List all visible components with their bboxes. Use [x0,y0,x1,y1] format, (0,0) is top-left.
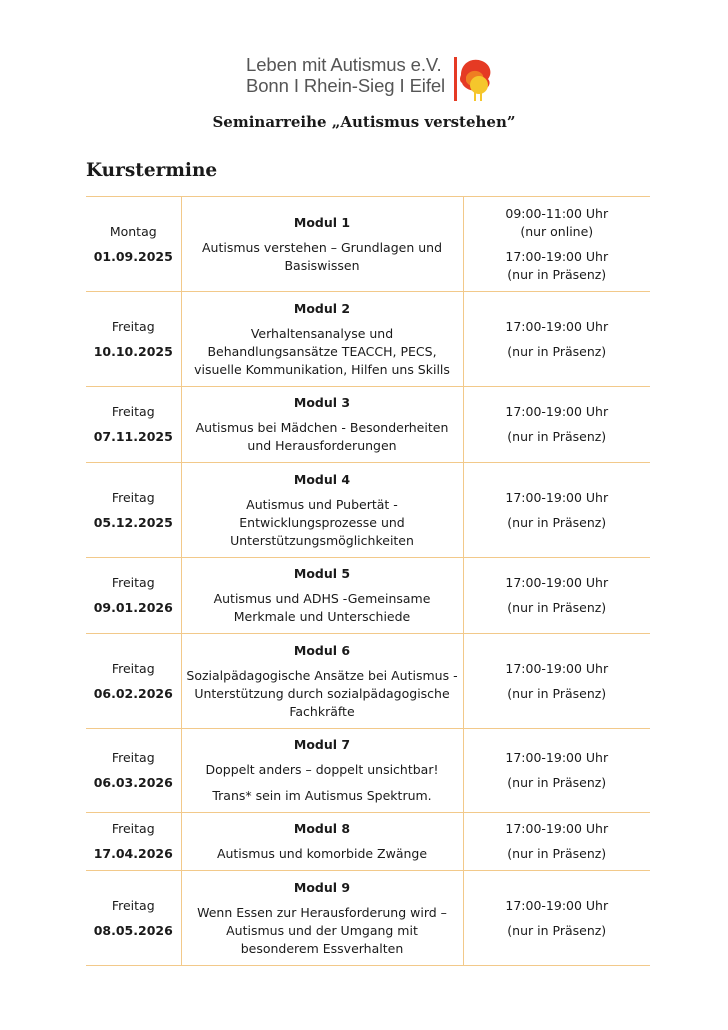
table-row [86,558,650,634]
session-mode-2: (nur in Präsenz) [507,266,607,282]
session-time: 09:00-11:00 Uhr [505,205,609,221]
session-mode: (nur in Präsenz) [507,846,607,861]
session-date: 01.09.2025 [93,248,173,264]
session-date: 06.02.2026 [93,685,173,701]
module-cell [181,871,463,966]
module-topic: Autismus verstehen – Grundlagen und Basiswissen [201,239,443,273]
module-cell [181,197,463,292]
date-cell [86,292,181,387]
session-time: 17:00-19:00 Uhr [505,575,609,590]
time-cell [463,197,650,292]
module-name: Modul 3 [293,395,351,410]
table-row [86,387,650,463]
session-mode: (nur in Präsenz) [507,429,607,444]
session-date: 07.11.2025 [93,429,173,444]
date-cell [86,558,181,634]
module-topic: Sozialpädagogische Ansätze bei Autismus - Unterstützung durch sozialpädagogische Fachkräfte [186,667,458,719]
schedule-table [86,196,650,966]
time-cell [463,634,650,729]
module-name: Modul 7 [293,737,351,752]
time-cell [463,558,650,634]
module-cell [181,634,463,729]
organization-logo [246,54,445,96]
tree-logo-icon [452,55,494,103]
session-time: 17:00-19:00 Uhr [505,660,609,676]
time-cell [463,871,650,966]
module-name: Modul 5 [293,566,351,581]
table-row [86,197,650,292]
weekday: Freitag [111,750,155,765]
module-topic: Autismus und ADHS -Gemeinsame Merkmale und Unterschiede [213,591,431,624]
document-title: Seminarreihe „Autismus verstehen” [212,113,516,131]
module-name: Modul 1 [293,214,351,230]
weekday: Freitag [111,489,155,505]
module-name: Modul 2 [293,300,351,316]
session-mode: (nur online) [520,223,594,239]
module-topic-2: Trans* sein im Autismus Spektrum. [212,788,432,803]
module-name: Modul 4 [293,471,351,487]
session-date: 05.12.2025 [93,514,173,530]
table-row [86,292,650,387]
module-topic: Autismus und komorbide Zwänge [216,846,428,861]
session-time: 17:00-19:00 Uhr [505,750,609,765]
time-cell [463,387,650,463]
module-cell [181,558,463,634]
session-mode: (nur in Präsenz) [507,775,607,790]
organization-region: Bonn I Rhein-Sieg I Eifel [246,75,446,96]
weekday: Freitag [111,318,155,334]
session-time-2: 17:00-19:00 Uhr [505,248,609,264]
date-cell [86,387,181,463]
module-topic: Autismus bei Mädchen - Besonderheiten und Herausforderungen [195,420,449,453]
weekday: Freitag [111,404,155,419]
table-row [86,463,650,558]
session-mode: (nur in Präsenz) [507,685,607,701]
date-cell [86,871,181,966]
weekday: Freitag [111,660,155,676]
module-cell [181,729,463,813]
weekday: Freitag [111,897,155,913]
module-cell [181,813,463,871]
organization-name: Leben mit Autismus e.V. [246,54,442,75]
module-topic: Wenn Essen zur Herausforderung wird – Autismus und der Umgang mit besonderem Essverhalten [197,904,447,956]
table-row [86,634,650,729]
time-cell [463,463,650,558]
module-cell [181,463,463,558]
weekday: Freitag [111,821,155,836]
session-time: 17:00-19:00 Uhr [505,318,609,334]
module-name: Modul 8 [293,821,351,836]
date-cell [86,813,181,871]
time-cell [463,292,650,387]
time-cell [463,729,650,813]
module-topic: Verhaltensanalyse und Behandlungsansätze TEACCH, PECS, visuelle Kommunikation, Hilfen uns Skills [194,325,450,377]
date-cell [86,463,181,558]
session-mode: (nur in Präsenz) [507,600,607,615]
weekday: Montag [109,223,157,239]
session-date: 10.10.2025 [93,343,173,359]
module-name: Modul 9 [293,879,351,895]
date-cell [86,197,181,292]
module-name: Modul 6 [293,642,351,658]
session-time: 17:00-19:00 Uhr [505,404,609,419]
weekday: Freitag [111,575,155,590]
time-cell [463,813,650,871]
module-cell [181,292,463,387]
session-time: 17:00-19:00 Uhr [505,489,609,505]
table-row [86,729,650,813]
date-cell [86,729,181,813]
session-date: 08.05.2026 [93,922,173,938]
date-cell [86,634,181,729]
module-topic: Autismus und Pubertät - Entwicklungsprozesse und Unterstützungsmöglichkeiten [230,496,414,548]
session-date: 17.04.2026 [93,846,173,861]
session-date: 09.01.2026 [93,600,173,615]
session-date: 06.03.2026 [93,775,173,790]
section-title: Kurstermine [86,160,218,181]
session-mode: (nur in Präsenz) [507,922,607,938]
table-row [86,813,650,871]
table-row [86,871,650,966]
module-cell [181,387,463,463]
session-time: 17:00-19:00 Uhr [505,897,609,913]
session-mode: (nur in Präsenz) [507,514,607,530]
session-mode: (nur in Präsenz) [507,343,607,359]
module-topic: Doppelt anders – doppelt unsichtbar! [205,762,439,777]
session-time: 17:00-19:00 Uhr [505,821,609,836]
